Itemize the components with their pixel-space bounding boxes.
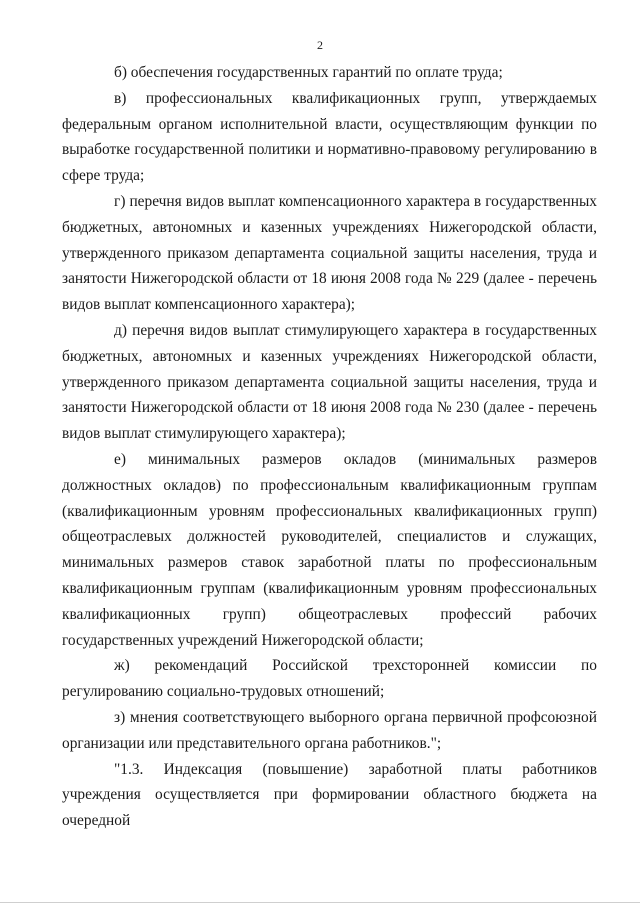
page-number: 2 bbox=[317, 38, 323, 52]
paragraph-b: б) обеспечения государственных гарантий по оплате труда; bbox=[114, 64, 503, 81]
paragraph-e: е) минимальных размеров окладов (минимальных размеров должностных окладов) по профессиональным квалификационным группам (квалификационным уровням профессиональных квалификационных групп) общеотраслевых должностей руководителей, специалистов и служащих, минимальных размеров ставок заработной платы по профессиональным квалификационным группам (квалификационным уровням профессиональных квалификационных групп) общеотраслевых профессий рабочих государственных учреждений Нижегородской области; bbox=[62, 450, 597, 649]
paragraph-d: д) перечня видов выплат стимулирующего характера в государственных бюджетных, автономных и казенных учреждениях Нижегородской области, утвержденного приказом департамента социальной защиты населения, труда и занятости Нижегородской области от 18 июня 2008 года № 230 (далее - перечень видов выплат стимулирующего характера); bbox=[62, 321, 597, 443]
page-bottom-edge bbox=[0, 902, 640, 903]
paragraph-z: з) мнения соответствующего выборного органа первичной профсоюзной организации или представительного органа работников."; bbox=[62, 708, 597, 752]
paragraph-zh: ж) рекомендаций Российской трехсторонней комиссии по регулированию социально-трудовых отношений; bbox=[62, 657, 597, 701]
paragraph-g: г) перечня видов выплат компенсационного характера в государственных бюджетных, автономных и казенных учреждениях Нижегородской области, утвержденного приказом департамента социальной защиты населения, труда и занятости Нижегородской области от 18 июня 2008 года № 229 (далее - перечень видов выплат компенсационного характера); bbox=[62, 192, 597, 314]
paragraph-1-3: "1.3. Индексация (повышение) заработной платы работников учреждения осуществляется при формировании областного бюджета на очередной bbox=[62, 760, 597, 830]
document-body bbox=[62, 60, 597, 834]
paragraph-v: в) профессиональных квалификационных групп, утверждаемых федеральным органом исполнительной власти, осуществляющим функции по выработке государственной политики и нормативно-правовому регулированию в сфере труда; bbox=[62, 89, 597, 185]
